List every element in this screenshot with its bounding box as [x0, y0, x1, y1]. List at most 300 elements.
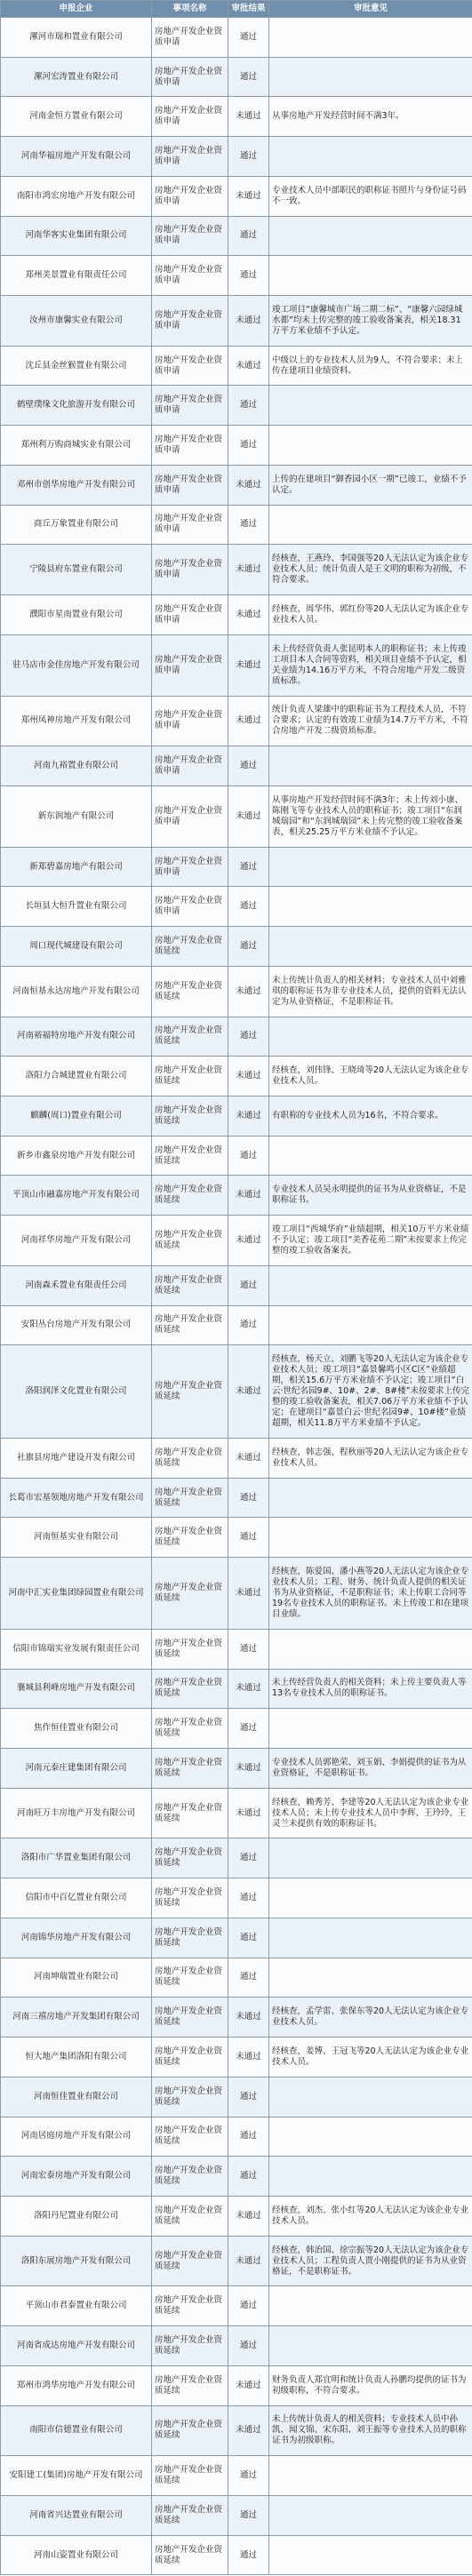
- enterprise-cell: 河南恒佳置业有限公司: [1, 2077, 152, 2117]
- table-row: [1, 1838, 472, 1878]
- table-row: [1, 1478, 472, 1518]
- item-cell: 房地产开发企业资质申请: [152, 847, 228, 887]
- table-row: [1, 97, 472, 137]
- result-cell: 通过: [228, 1918, 269, 1958]
- result-cell: 通过: [228, 2535, 269, 2575]
- enterprise-cell: 平顶山市融嘉房地产开发有限公司: [1, 1176, 152, 1216]
- table-row: [1, 296, 472, 347]
- item-cell: 房地产开发企业资质延续: [152, 1749, 228, 1789]
- enterprise-cell: 河南旺万丰房地产开发有限公司: [1, 1788, 152, 1838]
- opinion-cell: [269, 2117, 472, 2157]
- enterprise-cell: 新郑碧嘉房地产有限公司: [1, 847, 152, 887]
- table-row: [1, 2038, 472, 2078]
- table-row: [1, 57, 472, 97]
- item-cell: 房地产开发企业资质申请: [152, 216, 228, 256]
- enterprise-cell: 新乡市鑫泉房地产开发有限公司: [1, 1136, 152, 1176]
- table-row: [1, 256, 472, 296]
- enterprise-cell: 河南山姿置业有限公司: [1, 2535, 152, 2575]
- opinion-cell: 经核查，刘杰、张小红等20人无法认定为该企业专业技术人员。: [269, 2196, 472, 2236]
- enterprise-cell: 恒大地产集团洛阳有限公司: [1, 2038, 152, 2078]
- enterprise-cell: 河南森禾置业有限责任公司: [1, 1265, 152, 1305]
- result-cell: 通过: [228, 1629, 269, 1669]
- table-row: [1, 426, 472, 466]
- opinion-cell: [269, 1478, 472, 1518]
- opinion-cell: [269, 2077, 472, 2117]
- table-row: [1, 346, 472, 386]
- result-cell: 通过: [228, 1878, 269, 1918]
- table-row: [1, 1305, 472, 1345]
- table-row: [1, 2495, 472, 2535]
- opinion-cell: [269, 426, 472, 466]
- table-row: [1, 1629, 472, 1669]
- item-cell: 房地产开发企业资质延续: [152, 1265, 228, 1305]
- result-cell: 通过: [228, 57, 269, 97]
- item-cell: 房地产开发企业资质申请: [152, 634, 228, 696]
- item-cell: 房地产开发企业资质延续: [152, 2236, 228, 2286]
- opinion-cell: [269, 2495, 472, 2535]
- opinion-cell: 中级以上的专业技术人员为9人，不符合要求；未上传在建项目业绩资料。: [269, 346, 472, 386]
- opinion-cell: [269, 256, 472, 296]
- table-row: [1, 634, 472, 696]
- enterprise-cell: 长垣县大恒升置业有限公司: [1, 887, 152, 927]
- enterprise-cell: 郑州凤神房地产开发有限公司: [1, 696, 152, 746]
- table-row: [1, 2196, 472, 2236]
- result-cell: 通过: [228, 847, 269, 887]
- item-cell: 房地产开发企业资质延续: [152, 1518, 228, 1558]
- result-cell: 通过: [228, 1478, 269, 1518]
- item-cell: 房地产开发企业资质延续: [152, 927, 228, 967]
- item-cell: 房地产开发企业资质申请: [152, 296, 228, 347]
- enterprise-cell: 漯河市瑞和置业有限公司: [1, 18, 152, 58]
- result-cell: 未通过: [228, 2365, 269, 2405]
- table-row: [1, 2535, 472, 2575]
- table-row: [1, 1788, 472, 1838]
- opinion-cell: [269, 1958, 472, 1998]
- item-cell: 房地产开发企业资质申请: [152, 346, 228, 386]
- table-row: [1, 1017, 472, 1057]
- opinion-cell: [269, 1918, 472, 1958]
- table-row: [1, 2157, 472, 2197]
- item-cell: 房地产开发企业资质延续: [152, 1558, 228, 1630]
- result-cell: 通过: [228, 426, 269, 466]
- item-cell: 房地产开发企业资质延续: [152, 966, 228, 1017]
- table-row: [1, 847, 472, 887]
- opinion-cell: [269, 1305, 472, 1345]
- result-cell: 未通过: [228, 595, 269, 635]
- enterprise-cell: 河南省兴达置业有限公司: [1, 2495, 152, 2535]
- opinion-cell: 未上传统计负责人的相关材料；专业技术人员中刘雅琪的职称证书为非专业技术人员，提供的资料无法认定为从业资格证，不是职称证书。: [269, 966, 472, 1017]
- enterprise-cell: 河南省成达房地产开发有限公司: [1, 2326, 152, 2366]
- result-cell: 未通过: [228, 966, 269, 1017]
- opinion-cell: 经核查，杨天立、刘鹏飞等20人无法认定为该企业专业技术人员；竣工项目“嘉景馨鸣小区C区”业绩超期，相关15.6万平方米业绩不予认定；竣工项目“白云·世纪名园9#、10#、2#、8#楼”未按要求上传完整的竣工验收备案表，相关7.06万平方米业绩不予认定；在建项目“嘉景白云·世纪名园9#、10#楼”业绩超期，相关11.8万平方米业绩不予认定。: [269, 1345, 472, 1439]
- col-header-enterprise: 申报企业: [1, 1, 152, 18]
- item-cell: 房地产开发企业资质延续: [152, 1096, 228, 1136]
- opinion-cell: 从事房地产开发经营时间不满3年；未上传刘小康、陈刚飞等专业技术人员的职称证书；竣工项目“东润城瑞园”和“东润城瑞园”未上传完整的竣工验收备案表，相关25.25万平方米业绩不予认定。: [269, 786, 472, 847]
- enterprise-cell: 驻马店市金佳房地产开发有限公司: [1, 634, 152, 696]
- enterprise-cell: 襄城县利峰房地产开发有限公司: [1, 1669, 152, 1709]
- enterprise-cell: 安阳丛台房地产开发有限公司: [1, 1305, 152, 1345]
- enterprise-cell: 长葛市宏基领地房地产开发有限公司: [1, 1478, 152, 1518]
- table-row: [1, 1176, 472, 1216]
- item-cell: 房地产开发企业资质延续: [152, 2365, 228, 2405]
- table-row: [1, 1518, 472, 1558]
- result-cell: 未通过: [228, 786, 269, 847]
- enterprise-cell: 河南坤瑞置业有限公司: [1, 1958, 152, 1998]
- result-cell: 通过: [228, 746, 269, 786]
- enterprise-cell: 河南金恒方置业有限公司: [1, 97, 152, 137]
- table-row: [1, 545, 472, 595]
- table-row: [1, 1878, 472, 1918]
- enterprise-cell: 信阳市锦瑞实业发展有限责任公司: [1, 1629, 152, 1669]
- enterprise-cell: 商丘万象置业有限公司: [1, 505, 152, 545]
- item-cell: 房地产开发企业资质延续: [152, 2196, 228, 2236]
- table-row: [1, 216, 472, 256]
- table-row: [1, 1558, 472, 1630]
- result-cell: 通过: [228, 2117, 269, 2157]
- table-row: [1, 2236, 472, 2286]
- table-row: [1, 1439, 472, 1479]
- item-cell: 房地产开发企业资质申请: [152, 465, 228, 505]
- enterprise-cell: 洛阳润泽文化置业有限公司: [1, 1345, 152, 1439]
- table-row: [1, 2456, 472, 2496]
- item-cell: 房地产开发企业资质延续: [152, 2535, 228, 2575]
- opinion-cell: [269, 1518, 472, 1558]
- result-cell: 通过: [228, 505, 269, 545]
- enterprise-cell: 河南恒基永达房地产开发有限公司: [1, 966, 152, 1017]
- enterprise-cell: 河南裕福特房地产开发有限公司: [1, 1017, 152, 1057]
- opinion-cell: 经核查，孟学雷、张保东等20人无法认定为该企业专业技术人员。: [269, 1998, 472, 2038]
- enterprise-cell: 南阳市信德置业有限公司: [1, 2405, 152, 2456]
- table-body: [1, 18, 472, 2575]
- item-cell: 房地产开发企业资质延续: [152, 1345, 228, 1439]
- result-cell: 通过: [228, 1838, 269, 1878]
- enterprise-cell: 宁陵县府东置业有限公司: [1, 545, 152, 595]
- enterprise-cell: 周口现代城建设有限公司: [1, 927, 152, 967]
- table-row: [1, 2117, 472, 2157]
- result-cell: 通过: [228, 1709, 269, 1749]
- result-cell: 通过: [228, 1958, 269, 1998]
- table-row: [1, 696, 472, 746]
- enterprise-cell: 信阳市中百亿置业有限公司: [1, 1878, 152, 1918]
- result-cell: 通过: [228, 927, 269, 967]
- table-row: [1, 505, 472, 545]
- item-cell: 房地产开发企业资质申请: [152, 595, 228, 635]
- result-cell: 通过: [228, 1136, 269, 1176]
- result-cell: 通过: [228, 1518, 269, 1558]
- opinion-cell: [269, 1878, 472, 1918]
- table-row: [1, 2365, 472, 2405]
- result-cell: 通过: [228, 1017, 269, 1057]
- enterprise-cell: 洛阳力合城建置业有限公司: [1, 1057, 152, 1097]
- result-cell: 未通过: [228, 465, 269, 505]
- enterprise-cell: 麒麟(周口)置业有限公司: [1, 1096, 152, 1136]
- item-cell: 房地产开发企业资质延续: [152, 1838, 228, 1878]
- result-cell: 未通过: [228, 1749, 269, 1789]
- opinion-cell: 统计负责人梁雄中的职称证书为工程技术人员，不符合要求；认定的有效竣工业绩为14.7万平方米，不符合房地产开发二级资质标准。: [269, 696, 472, 746]
- item-cell: 房地产开发企业资质申请: [152, 256, 228, 296]
- opinion-cell: [269, 386, 472, 426]
- item-cell: 房地产开发企业资质申请: [152, 426, 228, 466]
- result-cell: 通过: [228, 256, 269, 296]
- item-cell: 房地产开发企业资质申请: [152, 18, 228, 58]
- table-row: [1, 2405, 472, 2456]
- enterprise-cell: 洛阳市广华置业集团有限公司: [1, 1838, 152, 1878]
- item-cell: 房地产开发企业资质延续: [152, 1629, 228, 1669]
- table-row: [1, 2077, 472, 2117]
- opinion-cell: [269, 2456, 472, 2496]
- result-cell: 通过: [228, 137, 269, 177]
- item-cell: 房地产开发企业资质申请: [152, 137, 228, 177]
- table-row: [1, 1057, 472, 1097]
- table-row: [1, 1345, 472, 1439]
- opinion-cell: 经核查，刘伟锋、王晓琦等20人无法认定为该企业专业技术人员。: [269, 1057, 472, 1097]
- enterprise-cell: 河南华福房地产开发有限公司: [1, 137, 152, 177]
- result-cell: 未通过: [228, 1669, 269, 1709]
- opinion-cell: [269, 137, 472, 177]
- enterprise-cell: 南阳市鸿宏房地产开发有限公司: [1, 176, 152, 216]
- enterprise-cell: 郑州美景置业有限责任公司: [1, 256, 152, 296]
- table-row: [1, 887, 472, 927]
- enterprise-cell: 汝州市康馨实业有限公司: [1, 296, 152, 347]
- item-cell: 房地产开发企业资质延续: [152, 2117, 228, 2157]
- item-cell: 房地产开发企业资质延续: [152, 2038, 228, 2078]
- item-cell: 房地产开发企业资质申请: [152, 386, 228, 426]
- item-cell: 房地产开发企业资质延续: [152, 2495, 228, 2535]
- table-row: [1, 786, 472, 847]
- opinion-cell: 财务负责人郑宜明和统计负责人孙鹏均提供的证书为初级职称，不符合要求。: [269, 2365, 472, 2405]
- item-cell: 房地产开发企业资质申请: [152, 97, 228, 137]
- table-row: [1, 1669, 472, 1709]
- table-row: [1, 465, 472, 505]
- enterprise-cell: 河南祥华房地产开发有限公司: [1, 1216, 152, 1266]
- opinion-cell: 经核查，周华伟、郭红份等20人无法认定为该企业专业技术人员。: [269, 595, 472, 635]
- item-cell: 房地产开发企业资质延续: [152, 1176, 228, 1216]
- enterprise-cell: 社旗县房地产建设开发有限公司: [1, 1439, 152, 1479]
- enterprise-cell: 洛阳东展房地产开发有限公司: [1, 2236, 152, 2286]
- enterprise-cell: 邓州市创华房地产开发有限公司: [1, 465, 152, 505]
- enterprise-cell: 河南宏泰房地产开发有限公司: [1, 2157, 152, 2197]
- opinion-cell: 专业技术人员郭艳荣、刘玉娟、李娟提供的证书为从业资格证，不是职称证书。: [269, 1749, 472, 1789]
- enterprise-cell: 河南九裕置业有限公司: [1, 746, 152, 786]
- opinion-cell: [269, 847, 472, 887]
- result-cell: 未通过: [228, 1345, 269, 1439]
- item-cell: 房地产开发企业资质延续: [152, 2405, 228, 2456]
- table-row: [1, 18, 472, 58]
- result-cell: 未通过: [228, 1558, 269, 1630]
- enterprise-cell: 河南中汇实业集团绿园置业有限公司: [1, 1558, 152, 1630]
- table-row: [1, 2286, 472, 2326]
- result-cell: 通过: [228, 1265, 269, 1305]
- enterprise-cell: 沈丘县金丝猴置业有限公司: [1, 346, 152, 386]
- opinion-cell: 上传的在建项目“御香园小区一期”已竣工，业绩不予认定。: [269, 465, 472, 505]
- opinion-cell: 竣工项目“西城华府”业绩超期，相关10万平方米业绩不予认定；竣工项目“美香花苑二期”未按要求上传完整的竣工验收备案表。: [269, 1216, 472, 1266]
- table-row: [1, 1216, 472, 1266]
- opinion-cell: 未上传经营负责人张昆明本人的职称证书；未上传竣工项目本人合同等资料，相关项目业绩不予认定，相关业绩为14.16万平方米，不符合房地产开发二级资质标准。: [269, 634, 472, 696]
- enterprise-cell: 新东润地产有限公司: [1, 786, 152, 847]
- enterprise-cell: 河南锦华房地产开发有限公司: [1, 1918, 152, 1958]
- opinion-cell: 专业技术人员吴永明提供的证书为从业资格证，不是职称证书。: [269, 1176, 472, 1216]
- table-row: [1, 137, 472, 177]
- result-cell: 通过: [228, 18, 269, 58]
- item-cell: 房地产开发企业资质延续: [152, 2077, 228, 2117]
- opinion-cell: 经核查，韩志强、程秋丽等20人无法认定为该企业专业技术人员。: [269, 1439, 472, 1479]
- opinion-cell: 从事房地产开发经营时间不满3年。: [269, 97, 472, 137]
- enterprise-cell: 河南元泰庄建集团有限公司: [1, 1749, 152, 1789]
- opinion-cell: [269, 2286, 472, 2326]
- item-cell: 房地产开发企业资质申请: [152, 176, 228, 216]
- table-row: [1, 1918, 472, 1958]
- enterprise-cell: 河南恒基实业有限公司: [1, 1518, 152, 1558]
- opinion-cell: [269, 1136, 472, 1176]
- result-cell: 未通过: [228, 1176, 269, 1216]
- enterprise-cell: 郑州利万购商城实业有限公司: [1, 426, 152, 466]
- enterprise-cell: 河南居庭房地产开发有限公司: [1, 2117, 152, 2157]
- opinion-cell: [269, 2535, 472, 2575]
- col-header-result: 审批结果: [228, 1, 269, 18]
- opinion-cell: 专业技术人员中部职民的职称证书照片与身份证号码不一致。: [269, 176, 472, 216]
- enterprise-cell: 平顶山市君泰置业有限公司: [1, 2286, 152, 2326]
- enterprise-cell: 濮阳市星南置业有限公司: [1, 595, 152, 635]
- opinion-cell: 经核查，赖秀芳、李建等20人无法认定为该企业专业技术人员；未上传专业技术人员中李辉、王玲玲、王灵兰未提供有效的职称证书。: [269, 1788, 472, 1838]
- table-row: [1, 595, 472, 635]
- table-row: [1, 176, 472, 216]
- item-cell: 房地产开发企业资质延续: [152, 1669, 228, 1709]
- opinion-cell: [269, 18, 472, 58]
- opinion-cell: 有职称的专业技术人员为16名，不符合要求。: [269, 1096, 472, 1136]
- result-cell: 未通过: [228, 696, 269, 746]
- opinion-cell: [269, 887, 472, 927]
- enterprise-cell: 鹤壁璞缘文化旅游开发有限公司: [1, 386, 152, 426]
- item-cell: 房地产开发企业资质延续: [152, 1998, 228, 2038]
- result-cell: 未通过: [228, 1096, 269, 1136]
- result-cell: 通过: [228, 2077, 269, 2117]
- table-row: [1, 1958, 472, 1998]
- opinion-cell: [269, 2157, 472, 2197]
- item-cell: 房地产开发企业资质延续: [152, 1439, 228, 1479]
- result-cell: 未通过: [228, 346, 269, 386]
- item-cell: 房地产开发企业资质延续: [152, 1136, 228, 1176]
- col-header-opinion: 审批意见: [269, 1, 472, 18]
- enterprise-cell: 河南华客实业集团有限公司: [1, 216, 152, 256]
- item-cell: 房地产开发企业资质延续: [152, 2157, 228, 2197]
- item-cell: 房地产开发企业资质延续: [152, 1305, 228, 1345]
- result-cell: 未通过: [228, 634, 269, 696]
- item-cell: 房地产开发企业资质延续: [152, 1017, 228, 1057]
- table-row: [1, 746, 472, 786]
- opinion-cell: 竣工项目“康馨城市广场二期二标”、“康馨六园绿城水都”均未上传完整的竣工验收备案表，相关18.31万平方米业绩不予认定。: [269, 296, 472, 347]
- item-cell: 房地产开发企业资质申请: [152, 57, 228, 97]
- opinion-cell: 经核查，姜博、王冠飞等20人无法认定为该企业专业技术人员。: [269, 2038, 472, 2078]
- table-row: [1, 1136, 472, 1176]
- opinion-cell: [269, 1629, 472, 1669]
- table-row: [1, 966, 472, 1017]
- result-cell: 未通过: [228, 1998, 269, 2038]
- item-cell: 房地产开发企业资质申请: [152, 786, 228, 847]
- item-cell: 房地产开发企业资质延续: [152, 2286, 228, 2326]
- opinion-cell: [269, 505, 472, 545]
- opinion-cell: [269, 1709, 472, 1749]
- item-cell: 房地产开发企业资质申请: [152, 746, 228, 786]
- opinion-cell: [269, 927, 472, 967]
- item-cell: 房地产开发企业资质延续: [152, 2326, 228, 2366]
- item-cell: 房地产开发企业资质申请: [152, 505, 228, 545]
- result-cell: 未通过: [228, 1788, 269, 1838]
- table-row: [1, 2326, 472, 2366]
- table-row: [1, 386, 472, 426]
- result-cell: 未通过: [228, 2196, 269, 2236]
- result-cell: 通过: [228, 1305, 269, 1345]
- result-cell: 未通过: [228, 97, 269, 137]
- opinion-cell: [269, 57, 472, 97]
- opinion-cell: [269, 1017, 472, 1057]
- item-cell: 房地产开发企业资质延续: [152, 1918, 228, 1958]
- opinion-cell: [269, 2326, 472, 2366]
- result-cell: 未通过: [228, 2038, 269, 2078]
- item-cell: 房地产开发企业资质延续: [152, 1057, 228, 1097]
- result-cell: 未通过: [228, 1057, 269, 1097]
- result-cell: 通过: [228, 386, 269, 426]
- result-cell: 通过: [228, 2157, 269, 2197]
- item-cell: 房地产开发企业资质延续: [152, 1958, 228, 1998]
- opinion-cell: [269, 1838, 472, 1878]
- table-row: [1, 1096, 472, 1136]
- item-cell: 房地产开发企业资质延续: [152, 1216, 228, 1266]
- table-row: [1, 1998, 472, 2038]
- item-cell: 房地产开发企业资质延续: [152, 1478, 228, 1518]
- result-cell: 未通过: [228, 545, 269, 595]
- col-header-item: 事项名称: [152, 1, 228, 18]
- opinion-cell: [269, 1265, 472, 1305]
- header-row: [1, 1, 472, 18]
- enterprise-cell: 漯河宏涛置业有限公司: [1, 57, 152, 97]
- result-cell: 通过: [228, 2456, 269, 2496]
- item-cell: 房地产开发企业资质申请: [152, 887, 228, 927]
- enterprise-cell: 焦作恒佳置业有限公司: [1, 1709, 152, 1749]
- table-row: [1, 1265, 472, 1305]
- result-cell: 未通过: [228, 176, 269, 216]
- result-cell: 未通过: [228, 1216, 269, 1266]
- enterprise-cell: 安阳建工(集团)房地产开发有限公司: [1, 2456, 152, 2496]
- enterprise-cell: 郑州市鸿华房地产开发有限公司: [1, 2365, 152, 2405]
- result-cell: 通过: [228, 216, 269, 256]
- item-cell: 房地产开发企业资质申请: [152, 545, 228, 595]
- table-row: [1, 1749, 472, 1789]
- item-cell: 房地产开发企业资质延续: [152, 2456, 228, 2496]
- enterprise-cell: 河南三禧房地产开发集团有限公司: [1, 1998, 152, 2038]
- opinion-cell: 经核查，王燕玲、李国强等20人无法认定为该企业专业技术人员；统计负责人是王文明的职称为初级，不符合要求。: [269, 545, 472, 595]
- item-cell: 房地产开发企业资质延续: [152, 1788, 228, 1838]
- opinion-cell: 未上传统计负责人的相关资料；专业技术人员中孙凯、闻文锦、宋东阳、刘王振等专业技术人员的职称证书为初级职称。: [269, 2405, 472, 2456]
- opinion-cell: 未上传经营负责人的相关资料；未上传主要负责人等13名专业技术人员的职称证书。: [269, 1669, 472, 1709]
- result-cell: 未通过: [228, 296, 269, 347]
- opinion-cell: 经核查，韩治国、徐宗振等20人无法认定为该企业专业技术人员；工程负责人贾小刚提供的证书为从业资格证，不是职称证书。: [269, 2236, 472, 2286]
- table-row: [1, 927, 472, 967]
- opinion-cell: 经核查，陈爱国、潘小燕等20人无法认定为该企业专业技术人员；工程、财务、统计负责人提供的相关证书为从业资格证，不是职称证书；未上传职工合同等19名专业技术人员的职称证书。未上传竣工和在建项目业绩。: [269, 1558, 472, 1630]
- result-cell: 通过: [228, 2495, 269, 2535]
- result-cell: 未通过: [228, 2405, 269, 2456]
- table-row: [1, 1709, 472, 1749]
- result-cell: 未通过: [228, 2236, 269, 2286]
- result-cell: 通过: [228, 887, 269, 927]
- item-cell: 房地产开发企业资质延续: [152, 1709, 228, 1749]
- result-cell: 通过: [228, 2286, 269, 2326]
- result-cell: 通过: [228, 2326, 269, 2366]
- item-cell: 房地产开发企业资质延续: [152, 1878, 228, 1918]
- opinion-cell: [269, 216, 472, 256]
- opinion-cell: [269, 746, 472, 786]
- result-cell: 未通过: [228, 1439, 269, 1479]
- item-cell: 房地产开发企业资质申请: [152, 696, 228, 746]
